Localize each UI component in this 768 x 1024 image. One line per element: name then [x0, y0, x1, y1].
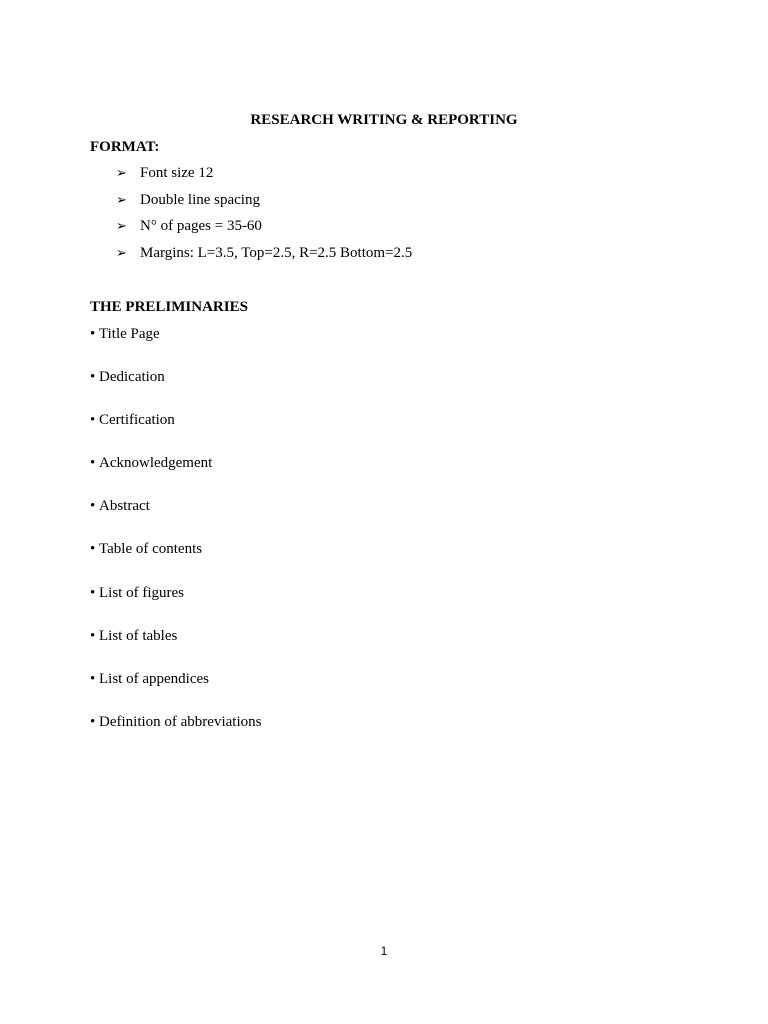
arrowhead-bullet-icon: ➢ [116, 218, 127, 234]
list-item [90, 453, 261, 473]
list-item-text: Table of contents [99, 541, 203, 558]
list-item [90, 324, 261, 344]
format-item-text: N° of pages = 35-60 [140, 218, 262, 235]
list-item-text: Abstract [99, 498, 150, 515]
arrowhead-bullet-icon: ➢ [116, 191, 127, 207]
document-title: RESEARCH WRITING & REPORTING [250, 112, 518, 128]
list-item-text: Title Page [99, 326, 160, 342]
list-item [90, 496, 261, 516]
list-item [90, 583, 261, 603]
list-item-text: Dedication [99, 369, 165, 386]
list-item-text: Certification [99, 412, 175, 429]
arrowhead-bullet-icon: ➢ [116, 245, 127, 261]
list-item-text: List of tables [99, 627, 178, 644]
format-list-item [116, 163, 412, 183]
format-heading: FORMAT: [90, 139, 160, 155]
list-item-text: Acknowledgement [99, 455, 213, 472]
round-bullet-icon: • [90, 498, 96, 515]
round-bullet-icon: • [90, 584, 96, 601]
list-item-text: List of figures [99, 584, 184, 601]
list-item [90, 626, 261, 646]
round-bullet-icon: • [90, 326, 96, 342]
preliminaries-heading: THE PRELIMINARIES [90, 299, 248, 315]
format-list [116, 163, 412, 270]
format-list-item [116, 243, 412, 263]
format-item-text: Double line spacing [140, 191, 260, 208]
round-bullet-icon: • [90, 541, 96, 558]
list-item [90, 669, 261, 689]
round-bullet-icon: • [90, 670, 96, 687]
format-list-item [116, 190, 412, 210]
round-bullet-icon: • [90, 713, 96, 730]
list-item-text: List of appendices [99, 670, 209, 687]
round-bullet-icon: • [90, 455, 96, 472]
list-item [90, 539, 261, 559]
format-item-text: Margins: L=3.5, Top=2.5, R=2.5 Bottom=2.5 [140, 245, 413, 262]
page-number: 1 [380, 944, 388, 958]
round-bullet-icon: • [90, 627, 96, 644]
list-item-text: Definition of abbreviations [99, 713, 262, 730]
list-item [90, 410, 261, 430]
list-item [90, 712, 261, 732]
round-bullet-icon: • [90, 412, 96, 429]
arrowhead-bullet-icon: ➢ [116, 165, 127, 180]
list-item [90, 367, 261, 387]
preliminaries-list [90, 324, 261, 755]
format-list-item [116, 216, 412, 236]
format-item-text: Font size 12 [140, 165, 214, 181]
round-bullet-icon: • [90, 369, 96, 386]
